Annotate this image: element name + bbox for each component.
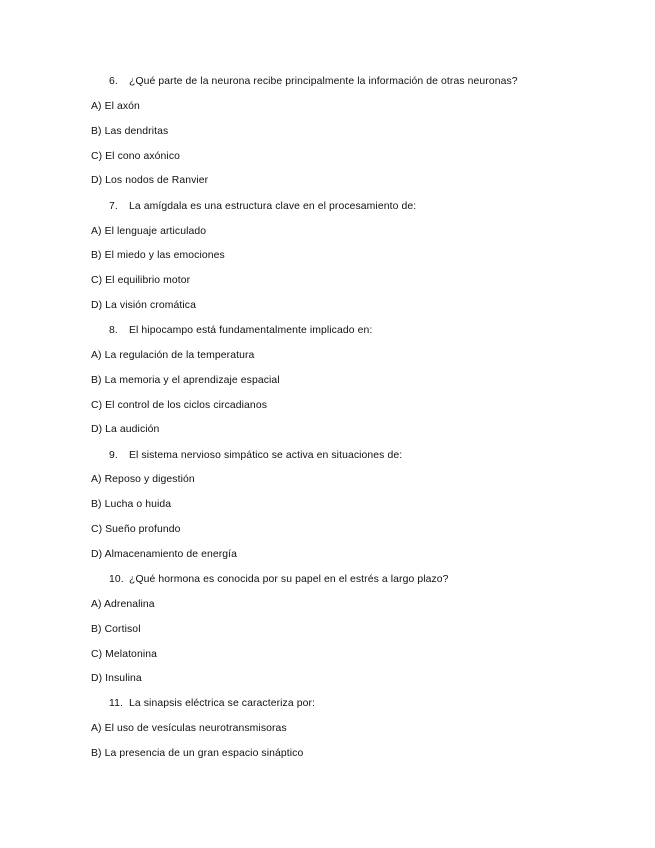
question-text: ¿Qué hormona es conocida por su papel en el estrés a largo plazo?: [129, 574, 449, 585]
question-8: [109, 324, 372, 338]
question-11: [109, 697, 315, 711]
question-number: 9.: [109, 450, 118, 461]
option-8b: B) La memoria y el aprendizaje espacial: [91, 375, 280, 386]
option-7b: B) El miedo y las emociones: [91, 250, 225, 261]
question-9: [109, 449, 402, 463]
option-8a: A) La regulación de la temperatura: [91, 350, 255, 361]
option-6c: C) El cono axónico: [91, 151, 181, 162]
option-7d: D) La visión cromática: [91, 300, 196, 311]
option-7c: C) El equilibrio motor: [91, 275, 191, 286]
question-number: 6.: [109, 76, 118, 87]
question-number: 11.: [109, 698, 123, 709]
option-9d: D) Almacenamiento de energía: [91, 549, 238, 560]
option-9a: A) Reposo y digestión: [91, 474, 195, 485]
option-11a: A) El uso de vesículas neurotransmisoras: [91, 723, 287, 734]
question-text: ¿Qué parte de la neurona recibe principalmente la información de otras neuronas?: [129, 76, 518, 87]
question-text: El hipocampo está fundamentalmente implicado en:: [129, 325, 373, 336]
option-10b: B) Cortisol: [91, 624, 141, 635]
option-8d: D) La audición: [91, 424, 160, 435]
question-text: El sistema nervioso simpático se activa en situaciones de:: [129, 450, 403, 461]
question-number: 10.: [109, 574, 124, 585]
question-10: [109, 573, 449, 587]
option-6d: D) Los nodos de Ranvier: [91, 175, 209, 186]
question-number: 8.: [109, 325, 118, 336]
option-10c: C) Melatonina: [91, 649, 157, 660]
option-6a: A) El axón: [91, 101, 140, 112]
question-text: La sinapsis eléctrica se caracteriza por:: [129, 698, 316, 709]
option-8c: C) El control de los ciclos circadianos: [91, 400, 267, 411]
option-9b: B) Lucha o huida: [91, 499, 172, 510]
question-7: [109, 200, 416, 214]
question-text: La amígdala es una estructura clave en el procesamiento de:: [129, 201, 417, 212]
question-6: [109, 75, 518, 89]
question-number: 7.: [109, 201, 118, 212]
option-10a: A) Adrenalina: [91, 599, 155, 610]
option-10d: D) Insulina: [91, 673, 142, 684]
option-11b: B) La presencia de un gran espacio sináptico: [91, 748, 304, 759]
option-6b: B) Las dendritas: [91, 126, 169, 137]
option-7a: A) El lenguaje articulado: [91, 226, 207, 237]
option-9c: C) Sueño profundo: [91, 524, 181, 535]
